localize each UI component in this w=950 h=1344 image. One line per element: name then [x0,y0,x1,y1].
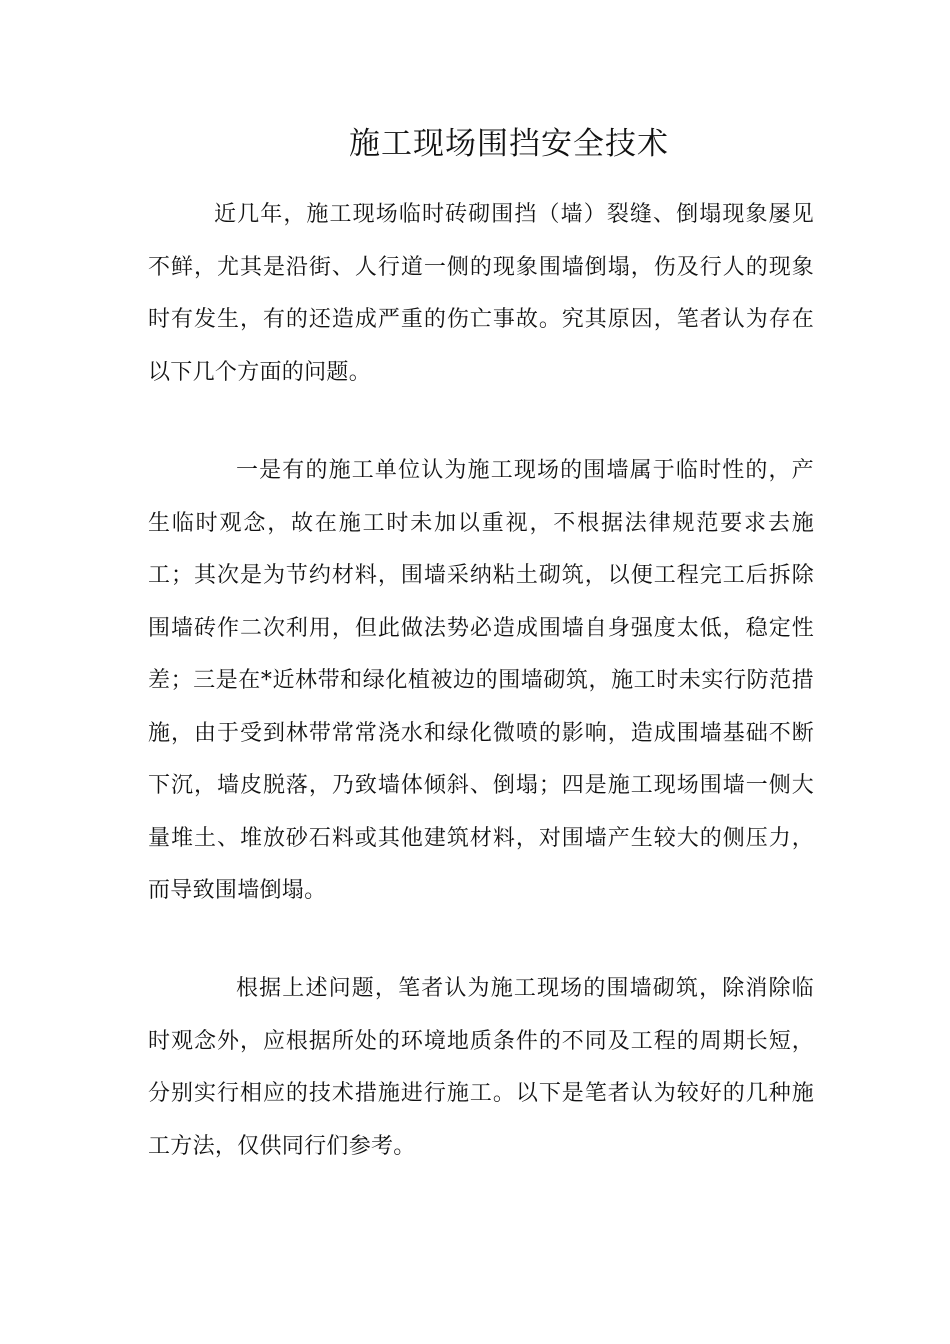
paragraph-intro: 近几年，施工现场临时砖砌围挡（墙）裂缝、倒塌现象屡见不鲜，尤其是沿街、人行道一侧的现象围墙倒塌，伤及行人的现象时有发生，有的还造成严重的伤亡事故。究其原因，笔者认为存在以下几个方面的问题。 [148,202,814,385]
paragraph-problems: 一是有的施工单位认为施工现场的围墙属于临时性的，产生临时观念，故在施工时未加以重视，不根据法律规范要求去施工；其次是为节约材料，围墙采纳粘土砌筑，以便工程完工后拆除围墙砖作二次利用，但此做法势必造成围墙自身强度太低，稳定性差；三是在*近林带和绿化植被边的围墙砌筑，施工时未实行防范措施，由于受到林带常常浇水和绿化微喷的影响，造成围墙基础不断下沉，墙皮脱落，乃致墙体倾斜、倒塌；四是施工现场围墙一侧大量堆土、堆放砂石料或其他建筑材料，对围墙产生较大的侧压力，而导致围墙倒塌。 [148,458,814,903]
document-title: 施工现场围挡安全技术 [349,126,669,162]
paragraph-conclusion: 根据上述问题，笔者认为施工现场的围墙砌筑，除消除临时观念外，应根据所处的环境地质条件的不同及工程的周期长短，分别实行相应的技术措施进行施工。以下是笔者认为较好的几种施工方法，仅供同行们参考。 [148,976,814,1159]
